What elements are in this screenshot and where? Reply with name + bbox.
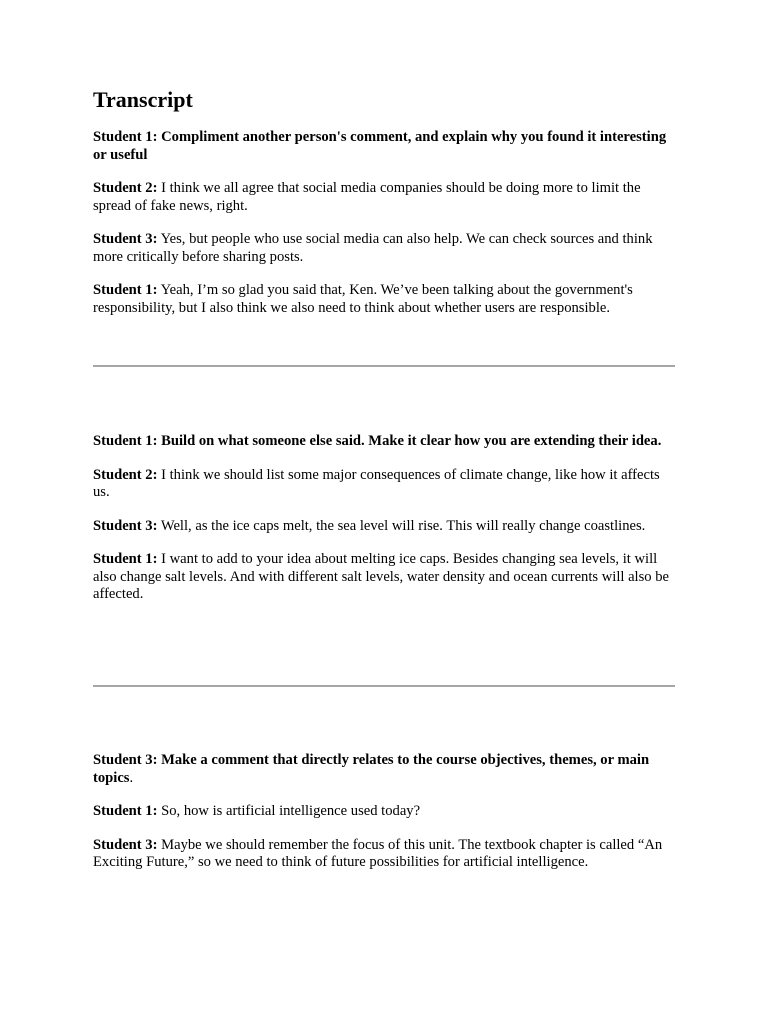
dialogue-line (93, 282, 677, 317)
page-title: Transcript (93, 87, 193, 112)
speaker-label: Student 2: (93, 180, 158, 196)
prompt-text: Student 3: Make a comment that directly relates to the course objectives, themes, or main topics (93, 752, 650, 786)
speaker-label: Student 3: (93, 836, 158, 853)
speaker-label: Student 3: (93, 517, 158, 534)
transcript-section-3 (93, 752, 677, 888)
section-prompt (93, 433, 677, 451)
section-divider (93, 365, 675, 367)
dialogue-line (93, 518, 677, 536)
speaker-label: Student 1: (93, 551, 158, 567)
dialogue-text: Yeah, I’m so glad you said that, Ken. We’ve been talking about the government's responsibility, but I also think we also need to think about whether users are responsible. (93, 282, 633, 316)
dialogue-text: Yes, but people who use social media can also help. We can check sources and think more critically before sharing posts. (93, 231, 653, 265)
dialogue-text: I think we all agree that social media companies should be doing more to limit the spread of fake news, right. (93, 180, 641, 214)
dialogue-line (93, 551, 677, 604)
section-prompt (93, 752, 677, 787)
transcript-section-1 (93, 129, 677, 333)
prompt-text: Student 1: Build on what someone else said. Make it clear how you are extending their idea. (93, 433, 662, 449)
speaker-label: Student 2: (93, 466, 158, 483)
speaker-label: Student 1: (93, 282, 158, 298)
section-prompt (93, 129, 677, 164)
dialogue-line (93, 837, 677, 872)
prompt-tail: . (129, 769, 134, 786)
prompt-text: Student 1: Compliment another person's comment, and explain why you found it interesting or useful (93, 129, 667, 163)
speaker-label: Student 3: (93, 231, 158, 247)
dialogue-text: I want to add to your idea about melting ice caps. Besides changing sea levels, it will also change salt levels. And with different salt levels, water density and ocean currents will also be affected. (93, 551, 670, 602)
dialogue-line (93, 231, 677, 266)
dialogue-text: Well, as the ice caps melt, the sea level will rise. This will really change coastlines. (157, 517, 646, 534)
transcript-section-2 (93, 433, 677, 620)
dialogue-line (93, 803, 677, 821)
section-divider (93, 685, 675, 687)
speaker-label: Student 1: (93, 803, 158, 819)
dialogue-line (93, 180, 677, 215)
dialogue-text: So, how is artificial intelligence used today? (157, 803, 421, 819)
dialogue-line (93, 467, 677, 502)
dialogue-text: Maybe we should remember the focus of this unit. The textbook chapter is called “An Exciting Future,” so we need to think of future possibilities for artificial intelligence. (93, 836, 663, 870)
dialogue-text: I think we should list some major consequences of climate change, like how it affects us. (93, 466, 660, 500)
